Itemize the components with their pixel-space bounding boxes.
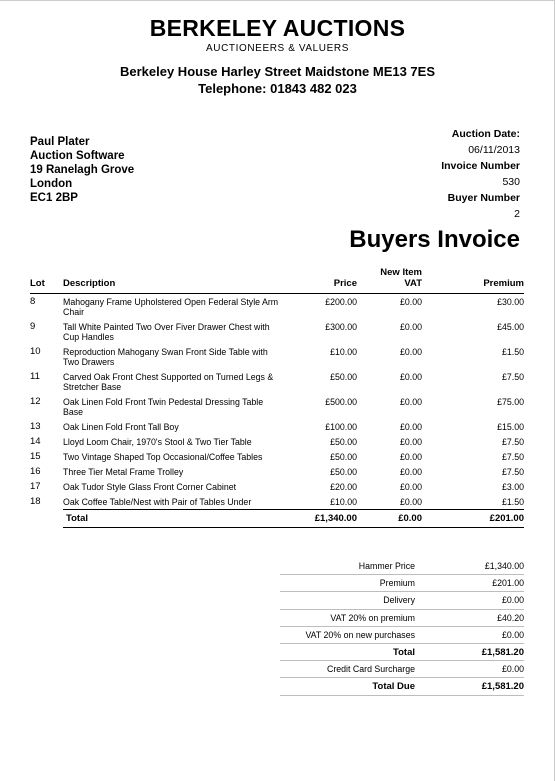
- totals-row: [30, 510, 524, 528]
- lot-cell: 15: [30, 451, 41, 462]
- price-cell: £10.00: [330, 497, 357, 507]
- premium-cell: £7.50: [501, 452, 524, 462]
- description-cell: Oak Coffee Table/Nest with Pair of Tables Under: [63, 497, 252, 507]
- premium-cell: £1.50: [501, 497, 524, 507]
- summary-row: [280, 678, 524, 695]
- company-name: BERKELEY AUCTIONS: [149, 15, 406, 41]
- vat-cell: £0.00: [399, 437, 422, 447]
- totals-label: Total: [63, 510, 286, 528]
- summary-label: Total: [393, 646, 415, 658]
- table-row: [30, 464, 524, 479]
- vat-cell: £0.00: [399, 372, 422, 382]
- summary-label: Credit Card Surcharge: [326, 664, 415, 675]
- price-cell: £50.00: [330, 437, 357, 447]
- premium-cell: £45.00: [497, 322, 524, 332]
- summary-label: Delivery: [383, 595, 415, 606]
- summary-row: [280, 575, 524, 592]
- premium-cell: £75.00: [497, 397, 524, 407]
- price-cell: £50.00: [330, 467, 357, 477]
- table-row: [30, 369, 524, 394]
- buyer-address-block: [30, 135, 134, 205]
- column-header-price: Price: [286, 267, 357, 294]
- summary-value: £1,581.20: [481, 646, 524, 658]
- description-cell: Carved Oak Front Chest Supported on Turned Legs & Stretcher Base: [63, 372, 274, 392]
- buyer-street: 19 Ranelagh Grove: [30, 164, 135, 176]
- lot-cell: 13: [30, 421, 41, 432]
- invoice-summary: [280, 558, 524, 696]
- totals-vat: £0.00: [357, 510, 422, 528]
- premium-cell: £7.50: [501, 467, 524, 477]
- table-row: [30, 394, 524, 419]
- lot-cell: 9: [30, 321, 36, 332]
- table-row: [30, 449, 524, 464]
- buyer-company: Auction Software: [30, 150, 125, 162]
- table-row: [30, 434, 524, 449]
- buyer-number-value: 2: [514, 208, 520, 220]
- premium-cell: £30.00: [497, 297, 524, 307]
- price-cell: £50.00: [330, 372, 357, 382]
- price-cell: £300.00: [325, 322, 357, 332]
- summary-label: Hammer Price: [358, 561, 415, 572]
- vat-cell: £0.00: [399, 422, 422, 432]
- lot-cell: 11: [30, 371, 40, 382]
- vat-cell: £0.00: [399, 397, 422, 407]
- summary-label: VAT 20% on premium: [330, 612, 415, 623]
- column-header-premium: Premium: [422, 267, 524, 294]
- lot-cell: 12: [30, 396, 41, 407]
- premium-cell: £7.50: [501, 437, 524, 447]
- company-tagline: AUCTIONEERS & VALUERS: [205, 43, 349, 54]
- premium-cell: £1.50: [501, 347, 524, 357]
- description-cell: Oak Tudor Style Glass Front Corner Cabinet: [63, 482, 237, 492]
- summary-row: [280, 627, 524, 644]
- price-cell: £200.00: [325, 297, 357, 307]
- description-cell: Reproduction Mahogany Swan Front Side Table with Two Drawers: [63, 347, 268, 367]
- column-header-lot: Lot: [30, 267, 63, 294]
- buyer-city: London: [30, 178, 73, 190]
- table-row: [30, 419, 524, 434]
- description-cell: Mahogany Frame Upholstered Open Federal Style Arm Chair: [63, 297, 279, 317]
- auction-date-label: Auction Date:: [451, 128, 520, 140]
- vat-cell: £0.00: [399, 467, 422, 477]
- vat-cell: £0.00: [399, 322, 422, 332]
- table-row: [30, 294, 524, 320]
- lot-cell: 17: [30, 481, 41, 492]
- summary-value: £201.00: [492, 578, 524, 589]
- vat-cell: £0.00: [399, 497, 422, 507]
- company-address: Berkeley House Harley Street Maidstone ME13 7ES: [119, 64, 436, 79]
- column-header-vat: [357, 267, 422, 294]
- table-row: [30, 494, 524, 510]
- vat-cell: £0.00: [399, 297, 422, 307]
- lot-cell: 14: [30, 436, 41, 447]
- premium-cell: £7.50: [501, 372, 524, 382]
- invoice-title: Buyers Invoice: [349, 226, 520, 253]
- price-cell: £100.00: [325, 422, 357, 432]
- summary-row: [280, 558, 524, 575]
- vat-cell: £0.00: [399, 347, 422, 357]
- buyer-number-label: Buyer Number: [447, 192, 520, 204]
- table-row: [30, 479, 524, 494]
- invoice-meta: [380, 126, 520, 222]
- column-header-vat-line2: VAT: [404, 278, 422, 289]
- totals-price: £1,340.00: [286, 510, 357, 528]
- summary-row: [280, 661, 524, 678]
- description-cell: Two Vintage Shaped Top Occasional/Coffee Tables: [63, 452, 263, 462]
- premium-cell: £3.00: [501, 482, 524, 492]
- summary-value: £0.00: [501, 664, 524, 675]
- invoice-number-value: 530: [502, 176, 520, 188]
- vat-cell: £0.00: [399, 452, 422, 462]
- summary-label: VAT 20% on new purchases: [305, 629, 415, 640]
- summary-value: £40.20: [497, 612, 524, 623]
- description-cell: Tall White Painted Two Over Fiver Drawer Chest with Cup Handles: [63, 322, 270, 342]
- description-cell: Oak Linen Fold Front Twin Pedestal Dressing Table Base: [63, 397, 264, 417]
- summary-value: £1,581.20: [481, 680, 524, 692]
- column-header-description: Description: [63, 267, 286, 294]
- company-telephone: Telephone: 01843 482 023: [198, 81, 357, 96]
- summary-row: [280, 592, 524, 609]
- summary-value: £1,340.00: [484, 561, 524, 572]
- price-cell: £500.00: [325, 397, 357, 407]
- lot-cell: 10: [30, 346, 41, 357]
- price-cell: £20.00: [330, 482, 357, 492]
- invoice-number-label: Invoice Number: [441, 160, 520, 172]
- buyer-postcode: EC1 2BP: [30, 192, 78, 204]
- items-table: [30, 267, 524, 528]
- premium-cell: £15.00: [497, 422, 524, 432]
- buyer-name: Paul Plater: [30, 136, 90, 148]
- price-cell: £10.00: [330, 347, 357, 357]
- description-cell: Lloyd Loom Chair, 1970's Stool & Two Tier Table: [63, 437, 252, 447]
- table-row: [30, 319, 524, 344]
- summary-row: [280, 644, 524, 661]
- summary-value: £0.00: [501, 629, 524, 640]
- vat-cell: £0.00: [399, 482, 422, 492]
- lot-cell: 18: [30, 496, 41, 507]
- price-cell: £50.00: [330, 452, 357, 462]
- items-body: [30, 294, 524, 510]
- summary-value: £0.00: [501, 595, 524, 606]
- auction-date-value: 06/11/2013: [468, 144, 520, 156]
- summary-label: Premium: [379, 578, 415, 589]
- summary-label: Total Due: [372, 680, 415, 692]
- items-header-row: [30, 267, 524, 294]
- lot-cell: 16: [30, 466, 41, 477]
- summary-row: [280, 610, 524, 627]
- table-row: [30, 344, 524, 369]
- description-cell: Three Tier Metal Frame Trolley: [63, 467, 184, 477]
- totals-premium: £201.00: [422, 510, 524, 528]
- lot-cell: 8: [30, 296, 36, 307]
- description-cell: Oak Linen Fold Front Tall Boy: [63, 422, 179, 432]
- column-header-vat-line1: New Item: [380, 267, 422, 278]
